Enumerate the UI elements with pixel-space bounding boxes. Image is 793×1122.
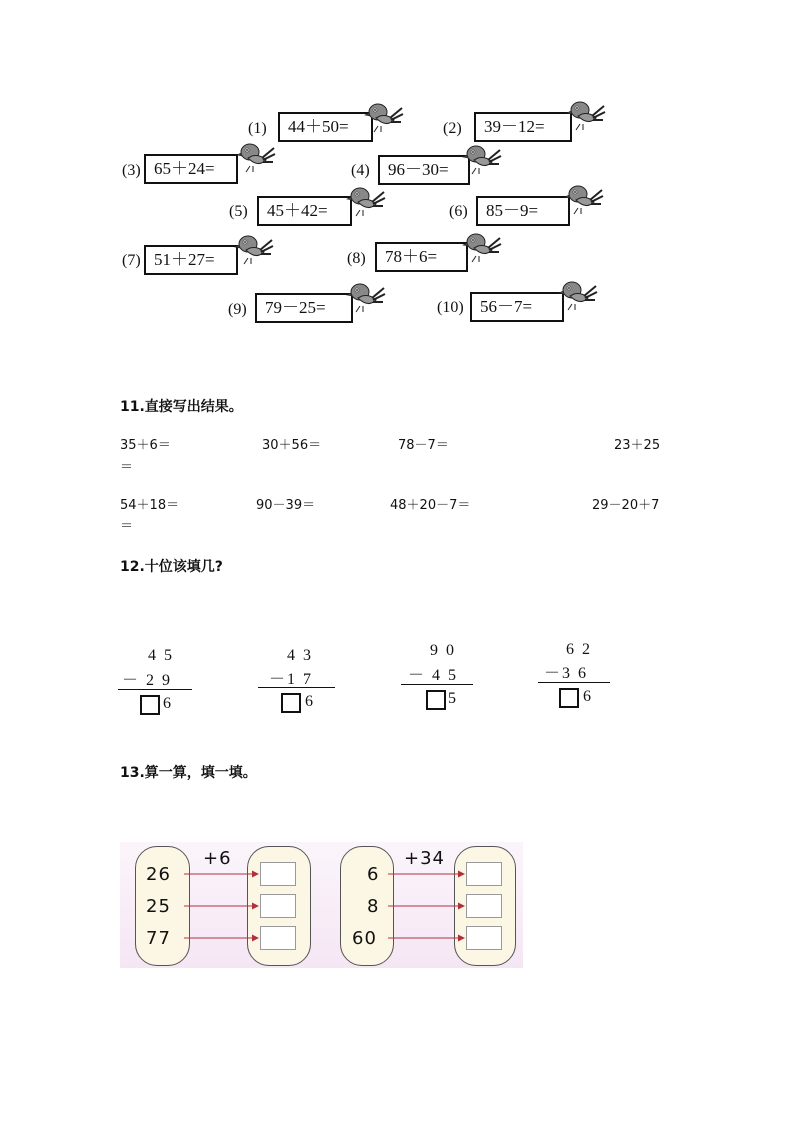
problem-box: 45＋42= bbox=[257, 196, 352, 226]
ones-digit: 6 bbox=[163, 695, 171, 712]
problem-box: 65＋24= bbox=[144, 154, 238, 184]
operation-label: +34 bbox=[404, 848, 445, 869]
oral-problem: 30＋56＝ bbox=[262, 438, 322, 453]
input-number: 77 bbox=[146, 928, 171, 949]
problem-number: (9) bbox=[228, 301, 247, 318]
problem-box: 96－30= bbox=[378, 155, 470, 185]
input-number: 6 bbox=[367, 864, 380, 885]
problem-box: 85－9= bbox=[476, 196, 570, 226]
question-13-title: 13.算一算，填一填。 bbox=[120, 765, 257, 781]
minuend: 6 2 bbox=[566, 641, 592, 658]
problem-number: (2) bbox=[443, 120, 462, 137]
input-number: 26 bbox=[146, 864, 171, 885]
problem-box: 56－7= bbox=[470, 292, 564, 322]
minuend: 4 5 bbox=[148, 647, 174, 664]
oral-problem-wrap: ＝ bbox=[120, 460, 134, 475]
operation-label: +6 bbox=[203, 848, 232, 869]
problem-box: 51＋27= bbox=[144, 245, 238, 275]
problem-number: (1) bbox=[248, 120, 267, 137]
oral-problem: 48＋20－7＝ bbox=[390, 498, 471, 513]
ones-digit: 6 bbox=[583, 688, 591, 705]
minuend: 4 3 bbox=[287, 647, 313, 664]
oral-problem: 90－39＝ bbox=[256, 498, 316, 513]
subtrahend: －1 7 bbox=[269, 671, 314, 688]
oral-problem: 29－20＋7 bbox=[592, 498, 660, 513]
ones-digit: 6 bbox=[305, 693, 313, 710]
question-11-title: 11.直接写出结果。 bbox=[120, 399, 243, 415]
problem-box: 39－12= bbox=[474, 112, 572, 142]
problem-box: 79－25= bbox=[255, 293, 353, 323]
subtrahend: － 2 9 bbox=[122, 672, 173, 689]
oral-problem: 54＋18＝ bbox=[120, 498, 180, 513]
subtrahend: －3 6 bbox=[544, 665, 589, 682]
problem-number: (7) bbox=[122, 252, 141, 269]
oral-problem: 23＋25 bbox=[614, 438, 661, 453]
problem-box: 44＋50= bbox=[278, 112, 373, 142]
problem-number: (5) bbox=[229, 203, 248, 220]
input-number: 25 bbox=[146, 896, 171, 917]
problem-box: 78＋6= bbox=[375, 242, 468, 272]
question-12-title: 12.十位该填几? bbox=[120, 559, 223, 575]
problem-number: (8) bbox=[347, 250, 366, 267]
oral-problem-wrap: ＝ bbox=[120, 519, 134, 534]
minuend: 9 0 bbox=[430, 642, 456, 659]
subtrahend: － 4 5 bbox=[408, 667, 459, 684]
problem-number: (10) bbox=[437, 299, 464, 316]
input-number: 60 bbox=[352, 928, 377, 949]
ones-digit: 5 bbox=[448, 690, 456, 707]
problem-number: (6) bbox=[449, 203, 468, 220]
problem-number: (4) bbox=[351, 162, 370, 179]
input-number: 8 bbox=[367, 896, 380, 917]
oral-problem: 35＋6＝ bbox=[120, 438, 171, 453]
problem-number: (3) bbox=[122, 162, 141, 179]
oral-problem: 78－7＝ bbox=[398, 438, 449, 453]
